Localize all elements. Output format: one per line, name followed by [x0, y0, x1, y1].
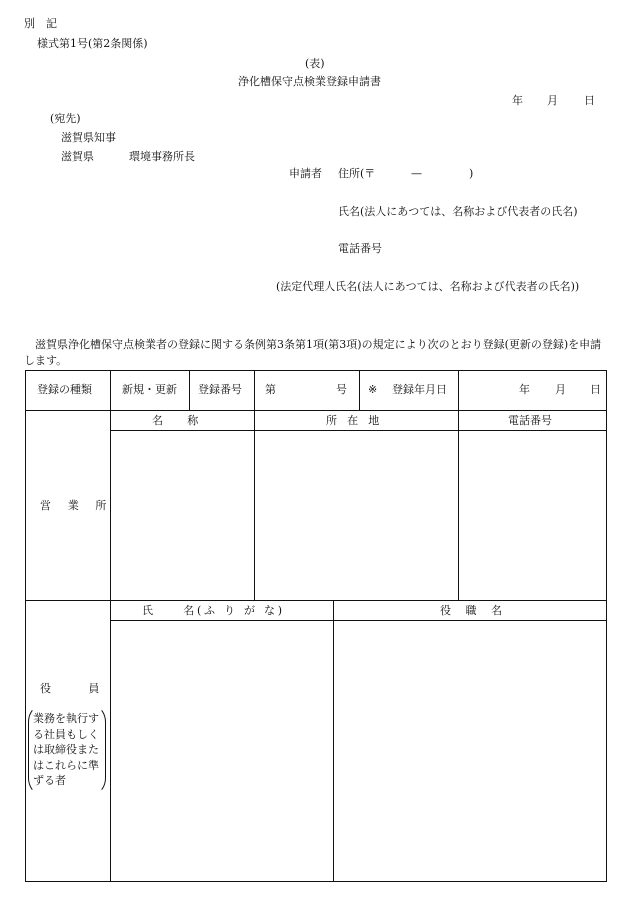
registration-date-year: 年 [519, 383, 530, 396]
registration-date-day: 日 [590, 383, 601, 396]
office-section-label: 営 業 所 [40, 499, 113, 512]
addressee-governor: 滋賀県知事 [61, 131, 116, 144]
applicant-name-label: 氏名(法人にあつては、名称および代表者の氏名) [338, 205, 578, 218]
new-renew-option[interactable]: 新規・更新 [122, 383, 177, 396]
registration-number-prefix: 第 [265, 383, 276, 396]
officer-note-text: 業務を執行する社員もしくは取締役またはこれらに準ずる者 [33, 712, 99, 787]
registration-date-label: 登録年月日 [392, 383, 447, 396]
form-number: 様式第1号(第2条関係) [37, 37, 148, 50]
office-col-name: 名 称 [152, 414, 205, 427]
date-year-label: 年 [512, 94, 523, 107]
applicant-address-dash: — [411, 167, 422, 180]
addressee-office-director: 環境事務所長 [129, 150, 195, 163]
application-statement: 滋賀県浄化槽保守点検業者の登録に関する条例第3条第1項(第3項)の規定により次のとおり登録(更新の登録)を申請します。 [24, 338, 602, 367]
registration-date-month: 月 [555, 383, 566, 396]
addressee-prefecture: 滋賀県 [61, 150, 94, 163]
officer-col-name: 氏 名(ふ り が な) [142, 604, 285, 617]
official-use-mark: ※ [368, 383, 378, 396]
date-day-label: 日 [584, 94, 595, 107]
officer-col-title: 役 職 名 [440, 604, 508, 617]
applicant-label: 申請者 [289, 167, 322, 180]
applicant-phone-label: 電話番号 [338, 242, 382, 255]
date-month-label: 月 [547, 94, 558, 107]
appendix-label: 別 記 [24, 17, 57, 30]
office-col-location: 所 在 地 [326, 414, 383, 427]
registration-number-label: 登録番号 [198, 383, 242, 396]
applicant-address-close: ) [469, 167, 474, 180]
office-col-phone: 電話番号 [508, 414, 552, 427]
registration-type-label: 登録の種類 [37, 383, 92, 396]
applicant-address-label: 住所(〒 [338, 167, 376, 180]
officer-section-label: 役 員 [40, 682, 113, 695]
addressee-label: (宛先) [50, 112, 81, 125]
legal-representative-label: (法定代理人氏名(法人にあつては、名称および代表者の氏名)) [276, 280, 580, 293]
registration-number-suffix: 号 [336, 383, 347, 396]
form-side-label: (表) [305, 57, 325, 70]
page-title: 浄化槽保守点検業登録申請書 [238, 75, 381, 88]
